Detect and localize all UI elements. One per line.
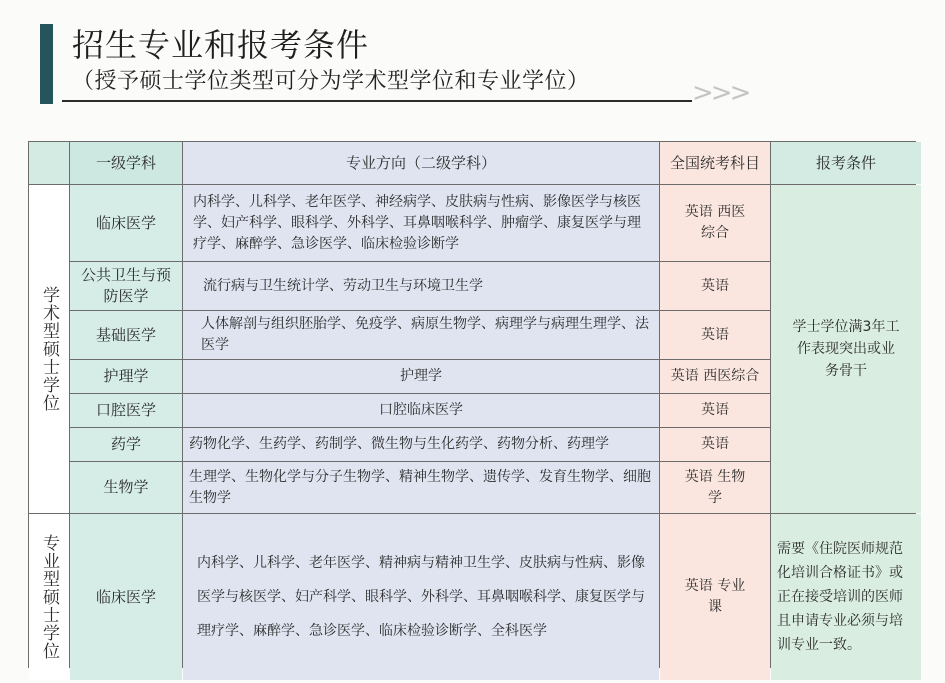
subject-cell: 公共卫生与预防医学 <box>70 262 182 310</box>
subject-cell: 临床医学 <box>70 514 182 680</box>
exam-cell: 英语 西医综合 <box>660 360 770 393</box>
subject-cell: 基础医学 <box>70 311 182 359</box>
col-header-direction: 专业方向（二级学科） <box>183 142 659 184</box>
subject-cell: 口腔医学 <box>70 394 182 427</box>
direction-cell: 流行病与卫生统计学、劳动卫生与环境卫生学 <box>183 262 659 310</box>
page-subtitle: （授予硕士学位类型可分为学术型学位和专业学位） <box>72 69 590 94</box>
academic-degree-label <box>29 185 69 513</box>
exam-cell: 英语 <box>660 394 770 427</box>
col-header-level1: 一级学科 <box>70 142 182 184</box>
direction-cell: 生理学、生物化学与分子生物学、精神生物学、遗传学、发育生物学、细胞生物学 <box>183 462 659 513</box>
header-corner <box>29 142 69 184</box>
subject-cell: 药学 <box>70 428 182 461</box>
admission-table <box>28 141 916 668</box>
exam-cell: 英语 专业课 <box>660 514 770 680</box>
direction-cell: 护理学 <box>183 360 659 393</box>
exam-cell: 英语 <box>660 428 770 461</box>
subject-cell: 护理学 <box>70 360 182 393</box>
subject-cell: 生物学 <box>70 462 182 513</box>
professional-degree-label <box>29 514 69 680</box>
direction-cell: 内科学、儿科学、老年医学、神经病学、皮肤病与性病、影像医学与核医学、妇产科学、眼科学、外科学、耳鼻咽喉科学、肿瘤学、康复医学与理疗学、麻醉学、急诊医学、临床检验诊断学 <box>183 185 659 261</box>
direction-cell: 内科学、儿科学、老年医学、精神病与精神卫生学、皮肤病与性病、影像医学与核医学、妇产科学、眼科学、外科学、耳鼻咽喉科学、康复医学与理疗学、麻醉学、急诊医学、临床检验诊断学、全科医学 <box>183 514 659 680</box>
direction-cell: 人体解剖与组织胚胎学、免疫学、病原生物学、病理学与病理生理学、法医学 <box>183 311 659 359</box>
col-header-exam: 全国统考科目 <box>660 142 770 184</box>
direction-cell: 药物化学、生药学、药制学、微生物与生化药学、药物分析、药理学 <box>183 428 659 461</box>
direction-cell: 口腔临床医学 <box>183 394 659 427</box>
academic-requirement-cell: 学士学位满3年工作表现突出或业务骨干 <box>771 185 921 513</box>
exam-cell: 英语 生物学 <box>660 462 770 513</box>
page-title: 招生专业和报考条件 <box>72 26 370 64</box>
professional-requirement-cell: 需要《住院医师规范化培训合格证书》或正在接受培训的医师且申请专业必须与培训专业一致。 <box>771 514 921 680</box>
exam-cell: 英语 <box>660 311 770 359</box>
academic-degree-text: 学术型硕士学位 <box>39 286 59 412</box>
title-underline <box>62 100 692 102</box>
subject-cell: 临床医学 <box>70 185 182 261</box>
professional-degree-text: 专业型硕士学位 <box>39 534 59 660</box>
exam-cell: 英语 西医综合 <box>660 185 770 261</box>
chevron-right-icon: >>> <box>692 78 749 108</box>
title-accent-bar <box>40 24 53 104</box>
exam-cell: 英语 <box>660 262 770 310</box>
col-header-requirement: 报考条件 <box>771 142 921 184</box>
